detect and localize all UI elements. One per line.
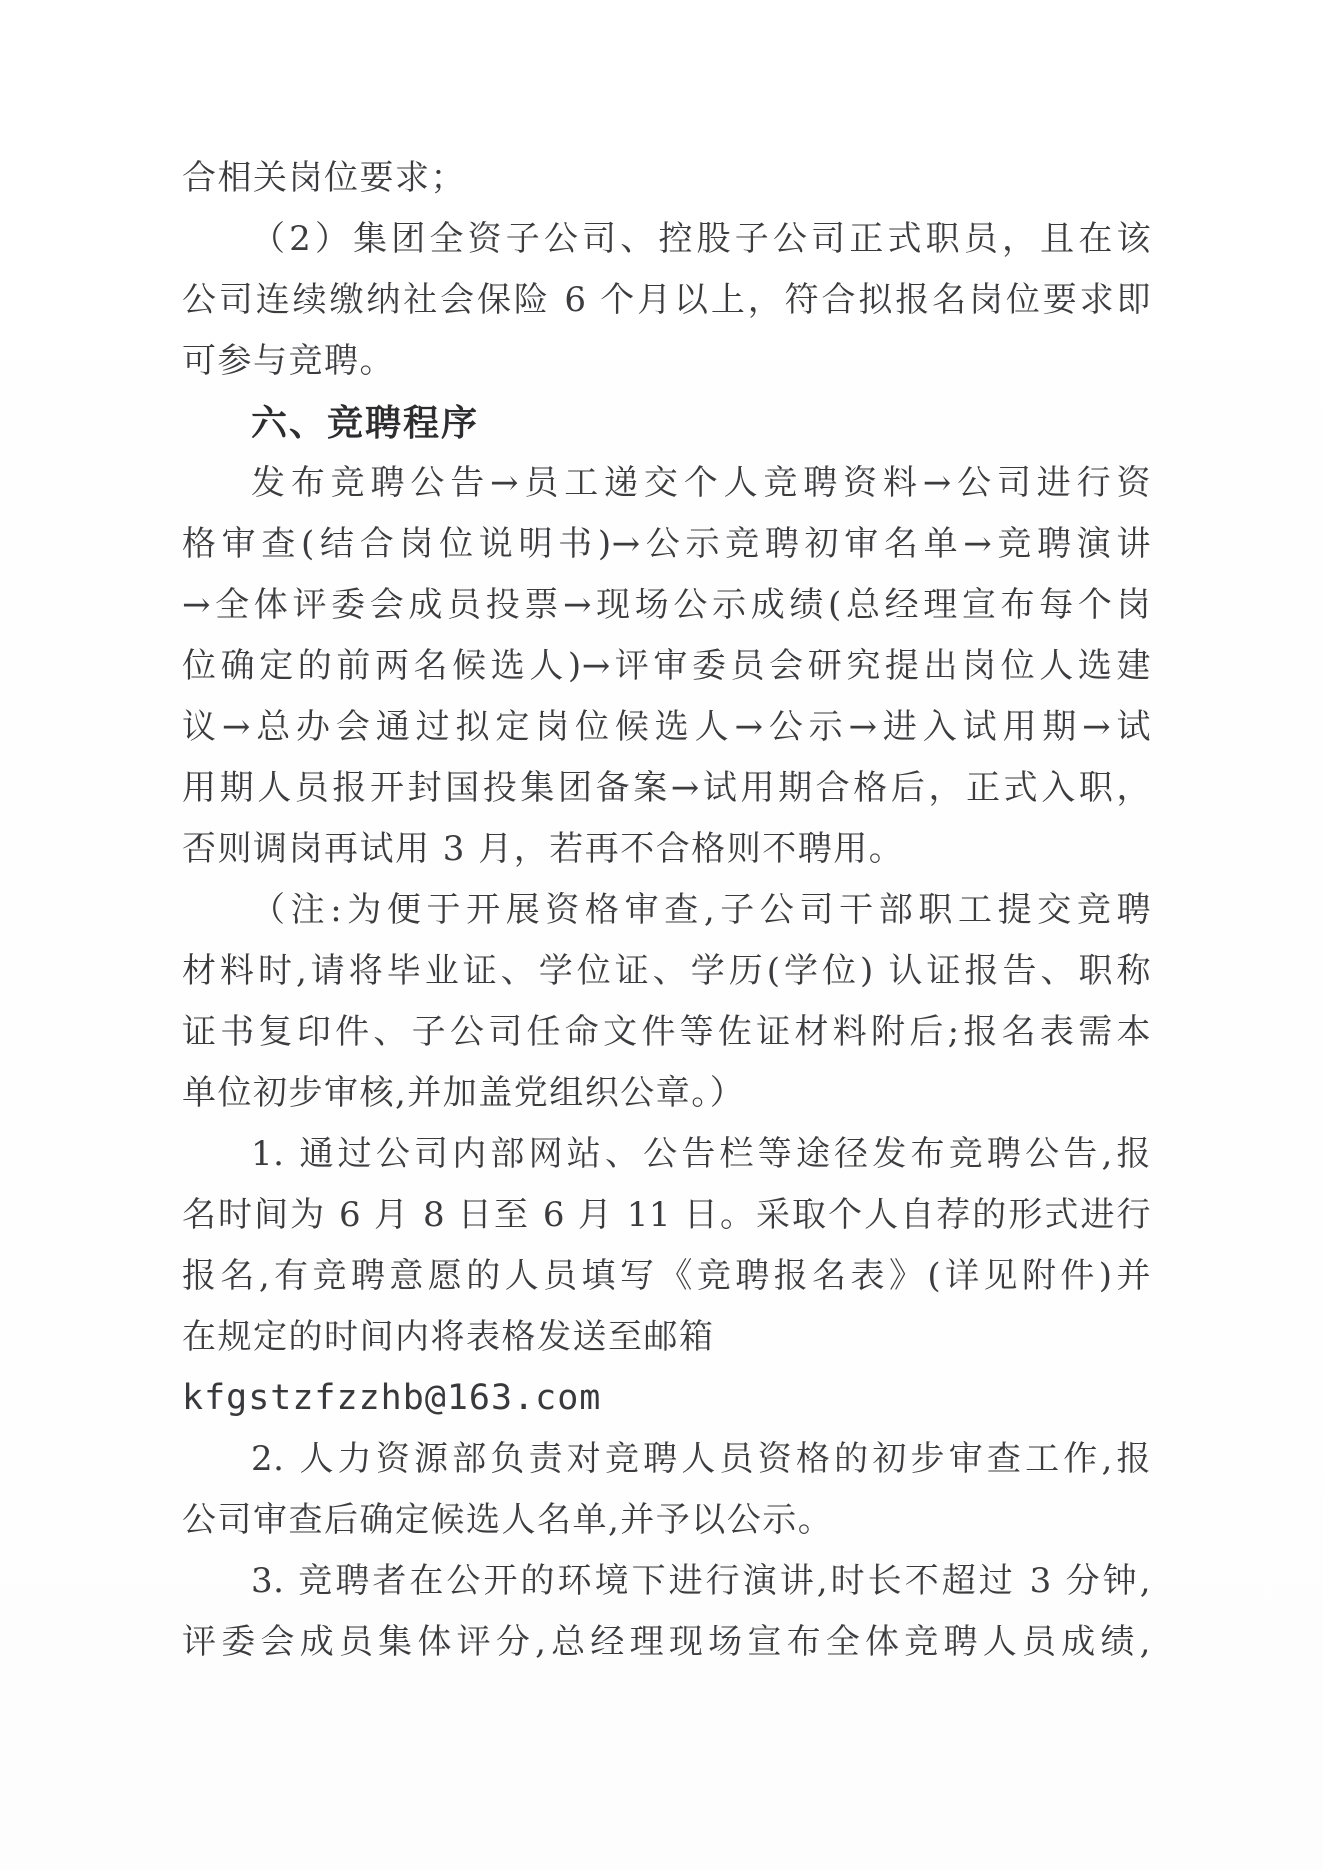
text-line: 合相关岗位要求； (182, 158, 466, 198)
text-line: 2. 人力资源部负责对竞聘人员资格的初步审查工作,报 (251, 1439, 1151, 1479)
text-line: （注:为便于开展资格审查,子公司干部职工提交竞聘 (251, 890, 1151, 930)
section-heading: 六、竞聘程序 (251, 402, 480, 443)
text-line: 评委会成员集体评分,总经理现场宣布全体竞聘人员成绩, (182, 1622, 1151, 1662)
text-line: 议→总办会通过拟定岗位候选人→公示→进入试用期→试 (182, 707, 1151, 747)
text-line: 发布竞聘公告→员工递交个人竞聘资料→公司进行资 (251, 463, 1151, 503)
text-line: 公司连续缴纳社会保险 6 个月以上，符合拟报名岗位要求即 (182, 280, 1151, 320)
text-line: 证书复印件、子公司任命文件等佐证材料附后;报名表需本 (182, 1012, 1151, 1052)
text-line: （2）集团全资子公司、控股子公司正式职员，且在该 (251, 219, 1151, 259)
text-line: 否则调岗再试用 3 月，若再不合格则不聘用。 (182, 829, 905, 869)
text-line: 格审查(结合岗位说明书)→公示竞聘初审名单→竞聘演讲 (182, 524, 1151, 564)
text-line: 报名,有竞聘意愿的人员填写《竞聘报名表》(详见附件)并 (182, 1256, 1151, 1296)
text-line: 可参与竞聘。 (182, 341, 395, 381)
text-line: 1. 通过公司内部网站、公告栏等途径发布竞聘公告,报 (251, 1134, 1151, 1174)
text-line: 单位初步审核,并加盖党组织公章。） (182, 1073, 746, 1113)
text-line: 材料时,请将毕业证、学位证、学历(学位) 认证报告、职称 (182, 951, 1151, 991)
text-line: 用期人员报开封国投集团备案→试用期合格后，正式入职， (182, 768, 1151, 808)
text-line: 3. 竞聘者在公开的环境下进行演讲,时长不超过 3 分钟, (251, 1561, 1151, 1601)
text-line: 名时间为 6 月 8 日至 6 月 11 日。采取个人自荐的形式进行 (182, 1195, 1151, 1235)
text-line: 公司审查后确定候选人名单,并予以公示。 (182, 1500, 834, 1540)
text-line: →全体评委会成员投票→现场公示成绩(总经理宣布每个岗 (182, 585, 1151, 625)
email-address: kfgstzfzzhb@163.com (182, 1378, 602, 1418)
text-line: 在规定的时间内将表格发送至邮箱 (182, 1317, 715, 1357)
text-line: 位确定的前两名候选人)→评审委员会研究提出岗位人选建 (182, 646, 1151, 686)
